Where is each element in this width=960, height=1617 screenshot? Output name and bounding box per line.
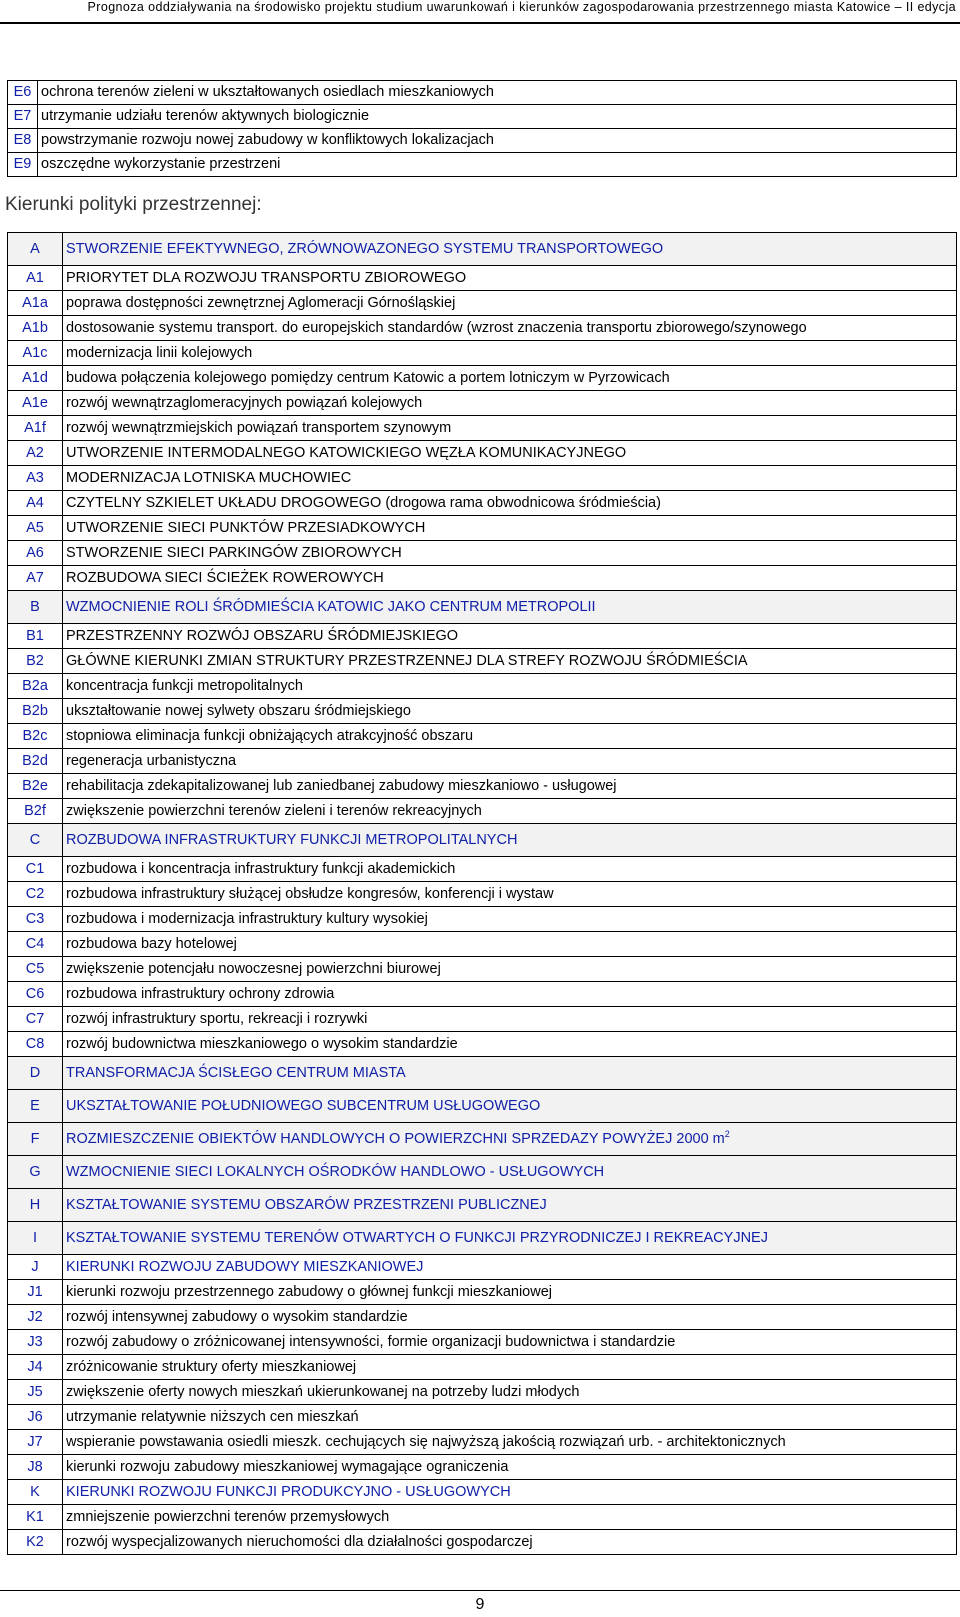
row-code: B2b xyxy=(8,699,63,724)
section-title: Kierunki polityki przestrzennej: xyxy=(5,194,262,215)
row-code: A1f xyxy=(8,416,63,441)
row-text xyxy=(63,1380,957,1405)
row-text xyxy=(63,1255,957,1280)
row-code: E6 xyxy=(8,81,38,105)
row-text-content: dostosowanie systemu transport. do europejskich standardów (wzrost znaczenia transportu zbiorowego/szynowego xyxy=(66,320,807,336)
row-text-content: zwiększenie powierzchni terenów zieleni i terenów rekreacyjnych xyxy=(66,803,482,819)
row-code: I xyxy=(8,1222,63,1255)
row-code: C1 xyxy=(8,857,63,882)
row-code: A1a xyxy=(8,291,63,316)
row-text xyxy=(63,466,957,491)
table-row xyxy=(8,932,957,957)
page-header: Prognoza oddziaływania na środowisko projektu studium uwarunkowań i kierunków zagospodarowania przestrzennego miasta Katowice – II edycja xyxy=(0,0,960,24)
row-text-content: WZMOCNIENIE SIECI LOKALNYCH OŚRODKÓW HANDLOWO - USŁUGOWYCH xyxy=(66,1164,605,1180)
row-text xyxy=(63,749,957,774)
row-text-content: rozbudowa i modernizacja infrastruktury kultury wysokiej xyxy=(66,911,428,927)
row-text: ochrona terenów zieleni w ukształtowanych osiedlach mieszkaniowych xyxy=(38,81,957,105)
row-code: B2e xyxy=(8,774,63,799)
table-row xyxy=(8,366,957,391)
table-row xyxy=(8,291,957,316)
row-text xyxy=(63,799,957,824)
page-number: 9 xyxy=(475,1596,485,1613)
row-text xyxy=(63,624,957,649)
row-code: B xyxy=(8,591,63,624)
row-text xyxy=(63,1057,957,1090)
row-text xyxy=(63,649,957,674)
row-text-content: PRZESTRZENNY ROZWÓJ OBSZARU ŚRÓDMIEJSKIEGO xyxy=(66,628,459,644)
row-text: powstrzymanie rozwoju nowej zabudowy w konfliktowych lokalizacjach xyxy=(38,129,957,153)
row-text xyxy=(63,932,957,957)
main-direction-row xyxy=(8,591,957,624)
superscript: 2 xyxy=(724,1129,730,1139)
table-row xyxy=(8,882,957,907)
row-text-content: MODERNIZACJA LOTNISKA MUCHOWIEC xyxy=(66,470,352,486)
e-table xyxy=(7,80,957,177)
row-code: C7 xyxy=(8,1007,63,1032)
row-text xyxy=(63,391,957,416)
row-code: C2 xyxy=(8,882,63,907)
row-text-content: kierunki rozwoju przestrzennego zabudowy o głównej funkcji mieszkaniowej xyxy=(66,1284,552,1300)
row-code: E9 xyxy=(8,153,38,177)
row-text-content: stopniowa eliminacja funkcji obniżających atrakcyjność obszaru xyxy=(66,728,474,744)
row-code: A3 xyxy=(8,466,63,491)
row-code: C5 xyxy=(8,957,63,982)
row-text xyxy=(63,1156,957,1189)
table-row xyxy=(8,416,957,441)
row-text xyxy=(63,1355,957,1380)
table-row xyxy=(8,491,957,516)
row-text-content: CZYTELNY SZKIELET UKŁADU DROGOWEGO (drogowa rama obwodnicowa śródmieścia) xyxy=(66,495,661,511)
row-text-content: rozwój wewnątrzmiejskich powiązań transportem szynowym xyxy=(66,420,452,436)
row-text xyxy=(63,441,957,466)
row-code: A4 xyxy=(8,491,63,516)
main-direction-row xyxy=(8,1189,957,1222)
table-row xyxy=(8,724,957,749)
table-row xyxy=(8,1405,957,1430)
table-row xyxy=(8,466,957,491)
row-text-content: STWORZENIE SIECI PARKINGÓW ZBIOROWYCH xyxy=(66,545,402,561)
row-text-content: rozwój intensywnej zabudowy o wysokim standardzie xyxy=(66,1309,408,1325)
row-text xyxy=(63,1480,957,1505)
row-text-content: STWORZENIE EFEKTYWNEGO, ZRÓWNOWAZONEGO SYSTEMU TRANSPORTOWEGO xyxy=(66,241,664,257)
row-text-content: rozwój zabudowy o zróżnicowanej intensywności, formie organizacji budownictwa i standardzie xyxy=(66,1334,676,1350)
row-text-content: ukształtowanie nowej sylwety obszaru śródmiejskiego xyxy=(66,703,411,719)
row-text xyxy=(63,1455,957,1480)
row-text-content: koncentracja funkcji metropolitalnych xyxy=(66,678,303,694)
row-code: D xyxy=(8,1057,63,1090)
row-text xyxy=(63,724,957,749)
table-row xyxy=(8,153,957,177)
table-row xyxy=(8,774,957,799)
row-code: J2 xyxy=(8,1305,63,1330)
table-row xyxy=(8,1355,957,1380)
row-text-content: UTWORZENIE INTERMODALNEGO KATOWICKIEGO WĘZŁA KOMUNIKACYJNEGO xyxy=(66,445,627,461)
row-text xyxy=(63,316,957,341)
row-text xyxy=(63,1505,957,1530)
table-row xyxy=(8,1032,957,1057)
row-text-content: rozwój wewnątrzaglomeracyjnych powiązań kolejowych xyxy=(66,395,423,411)
row-code: E8 xyxy=(8,129,38,153)
table-row xyxy=(8,1430,957,1455)
row-code: J5 xyxy=(8,1380,63,1405)
row-text xyxy=(63,566,957,591)
row-text xyxy=(63,541,957,566)
row-code: A1 xyxy=(8,266,63,291)
table-row xyxy=(8,982,957,1007)
row-code: A xyxy=(8,233,63,266)
row-text xyxy=(63,1123,957,1156)
row-text xyxy=(63,366,957,391)
table-row xyxy=(8,674,957,699)
row-text xyxy=(63,416,957,441)
row-text xyxy=(63,1405,957,1430)
table-row xyxy=(8,1330,957,1355)
table-row xyxy=(8,105,957,129)
table-row xyxy=(8,516,957,541)
row-code: K2 xyxy=(8,1530,63,1555)
row-text xyxy=(63,674,957,699)
row-text-content: ROZMIESZCZENIE OBIEKTÓW HANDLOWYCH O POWIERZCHNI SPRZEDAZY POWYŻEJ 2000 m xyxy=(66,1131,725,1147)
row-text-content: wspieranie powstawania osiedli mieszk. cechujących się najwyższą jakością rozwiązań urb. - architektonicznych xyxy=(66,1434,786,1450)
row-code: C4 xyxy=(8,932,63,957)
main-direction-row xyxy=(8,1090,957,1123)
row-text xyxy=(63,1007,957,1032)
row-text xyxy=(63,699,957,724)
row-code: A1d xyxy=(8,366,63,391)
row-text-content: KSZTAŁTOWANIE SYSTEMU OBSZARÓW PRZESTRZENI PUBLICZNEJ xyxy=(66,1197,547,1213)
row-text xyxy=(63,907,957,932)
row-text xyxy=(63,1090,957,1123)
row-code: B2f xyxy=(8,799,63,824)
row-text-content: UTWORZENIE SIECI PUNKTÓW PRZESIADKOWYCH xyxy=(66,520,426,536)
row-code: B2a xyxy=(8,674,63,699)
directions-table xyxy=(7,232,957,1555)
row-code: K xyxy=(8,1480,63,1505)
table-row xyxy=(8,129,957,153)
row-code: C6 xyxy=(8,982,63,1007)
row-text-content: zróżnicowanie struktury oferty mieszkaniowej xyxy=(66,1359,357,1375)
row-code: C3 xyxy=(8,907,63,932)
row-code: A1b xyxy=(8,316,63,341)
row-code: B2c xyxy=(8,724,63,749)
table-row xyxy=(8,907,957,932)
row-text xyxy=(63,957,957,982)
row-code: H xyxy=(8,1189,63,1222)
row-text-content: UKSZTAŁTOWANIE POŁUDNIOWEGO SUBCENTRUM USŁUGOWEGO xyxy=(66,1098,541,1114)
table-row xyxy=(8,1380,957,1405)
row-code: J6 xyxy=(8,1405,63,1430)
table-row xyxy=(8,957,957,982)
row-code: A6 xyxy=(8,541,63,566)
row-text-content: zwiększenie oferty nowych mieszkań ukierunkowanej na potrzeby ludzi młodych xyxy=(66,1384,580,1400)
table-row xyxy=(8,81,957,105)
main-direction-row xyxy=(8,1123,957,1156)
table-row xyxy=(8,441,957,466)
row-code: C8 xyxy=(8,1032,63,1057)
row-text-content: KIERUNKI ROZWOJU FUNKCJI PRODUKCYJNO - USŁUGOWYCH xyxy=(66,1484,511,1500)
row-text-content: rozbudowa infrastruktury ochrony zdrowia xyxy=(66,986,335,1002)
row-code: A5 xyxy=(8,516,63,541)
table-row xyxy=(8,799,957,824)
row-code: J3 xyxy=(8,1330,63,1355)
row-text xyxy=(63,774,957,799)
table-row xyxy=(8,341,957,366)
row-text xyxy=(63,591,957,624)
main-direction-row xyxy=(8,824,957,857)
row-code: J7 xyxy=(8,1430,63,1455)
row-text xyxy=(63,233,957,266)
main-direction-row xyxy=(8,1222,957,1255)
main-direction-row xyxy=(8,1255,957,1280)
row-text xyxy=(63,982,957,1007)
row-text-content: rozbudowa infrastruktury służącej obsłudze kongresów, konferencji i wystaw xyxy=(66,886,554,902)
table-row xyxy=(8,699,957,724)
table-row xyxy=(8,1455,957,1480)
table-row xyxy=(8,266,957,291)
table-row xyxy=(8,749,957,774)
table-row xyxy=(8,316,957,341)
row-text xyxy=(63,1305,957,1330)
row-text xyxy=(63,341,957,366)
table-row xyxy=(8,1280,957,1305)
row-code: B2 xyxy=(8,649,63,674)
row-code: K1 xyxy=(8,1505,63,1530)
row-code: B1 xyxy=(8,624,63,649)
table-row xyxy=(8,1305,957,1330)
row-text-content: utrzymanie relatywnie niższych cen mieszkań xyxy=(66,1409,359,1425)
row-text-content: rozbudowa i koncentracja infrastruktury funkcji akademickich xyxy=(66,861,456,877)
row-text xyxy=(63,824,957,857)
row-text xyxy=(63,266,957,291)
main-direction-row xyxy=(8,1480,957,1505)
row-text xyxy=(63,1032,957,1057)
row-text-content: KIERUNKI ROZWOJU ZABUDOWY MIESZKANIOWEJ xyxy=(66,1259,424,1275)
row-text-content: modernizacja linii kolejowych xyxy=(66,345,253,361)
row-code: B2d xyxy=(8,749,63,774)
row-text-content: zmniejszenie powierzchni terenów przemysłowych xyxy=(66,1509,390,1525)
table-row xyxy=(8,649,957,674)
row-text xyxy=(63,882,957,907)
table-row xyxy=(8,1505,957,1530)
row-text-content: budowa połączenia kolejowego pomiędzy centrum Katowic a portem lotniczym w Pyrzowicach xyxy=(66,370,670,386)
row-text: oszczędne wykorzystanie przestrzeni xyxy=(38,153,957,177)
row-text xyxy=(63,1280,957,1305)
row-text-content: regeneracja urbanistyczna xyxy=(66,753,237,769)
row-text xyxy=(63,491,957,516)
row-text xyxy=(63,857,957,882)
row-text-content: ROZBUDOWA SIECI ŚCIEŻEK ROWEROWYCH xyxy=(66,570,384,586)
row-text xyxy=(63,1330,957,1355)
row-code: G xyxy=(8,1156,63,1189)
row-text xyxy=(63,1430,957,1455)
table-row xyxy=(8,624,957,649)
row-text-content: poprawa dostępności zewnętrznej Aglomeracji Górnośląskiej xyxy=(66,295,456,311)
row-code: A7 xyxy=(8,566,63,591)
row-code: J8 xyxy=(8,1455,63,1480)
footer-divider xyxy=(0,1590,960,1591)
table-row xyxy=(8,1530,957,1555)
row-text-content: WZMOCNIENIE ROLI ŚRÓDMIEŚCIA KATOWIC JAKO CENTRUM METROPOLII xyxy=(66,599,596,615)
row-text-content: PRIORYTET DLA ROZWOJU TRANSPORTU ZBIOROWEGO xyxy=(66,270,467,286)
row-code: E xyxy=(8,1090,63,1123)
row-text-content: rozbudowa bazy hotelowej xyxy=(66,936,237,952)
row-text-content: TRANSFORMACJA ŚCISŁEGO CENTRUM MIASTA xyxy=(66,1065,406,1081)
table-row xyxy=(8,541,957,566)
row-text xyxy=(63,291,957,316)
main-direction-row xyxy=(8,1057,957,1090)
row-text-content: zwiększenie potencjału nowoczesnej powierzchni biurowej xyxy=(66,961,441,977)
row-text xyxy=(63,1530,957,1555)
row-text xyxy=(63,1222,957,1255)
main-direction-row xyxy=(8,1156,957,1189)
row-code: F xyxy=(8,1123,63,1156)
table-row xyxy=(8,1007,957,1032)
row-text-content: rehabilitacja zdekapitalizowanej lub zaniedbanej zabudowy mieszkaniowo - usługowej xyxy=(66,778,617,794)
row-text-content: KSZTAŁTOWANIE SYSTEMU TERENÓW OTWARTYCH O FUNKCJI PRZYRODNICZEJ I REKREACYJNEJ xyxy=(66,1230,768,1246)
row-text-content: ROZBUDOWA INFRASTRUKTURY FUNKCJI METROPOLITALNYCH xyxy=(66,832,518,848)
row-code: A2 xyxy=(8,441,63,466)
table-row xyxy=(8,566,957,591)
row-code: J1 xyxy=(8,1280,63,1305)
row-text-content: rozwój infrastruktury sportu, rekreacji i rozrywki xyxy=(66,1011,368,1027)
row-text xyxy=(63,1189,957,1222)
row-code: J4 xyxy=(8,1355,63,1380)
row-code: A1e xyxy=(8,391,63,416)
row-text xyxy=(63,516,957,541)
row-text-content: rozwój budownictwa mieszkaniowego o wysokim standardzie xyxy=(66,1036,458,1052)
main-direction-row xyxy=(8,233,957,266)
row-text-content: GŁÓWNE KIERUNKI ZMIAN STRUKTURY PRZESTRZENNEJ DLA STREFY ROZWOJU ŚRÓDMIEŚCIA xyxy=(66,653,748,669)
row-code: E7 xyxy=(8,105,38,129)
row-text: utrzymanie udziału terenów aktywnych biologicznie xyxy=(38,105,957,129)
row-text-content: rozwój wyspecjalizowanych nieruchomości dla działalności gospodarczej xyxy=(66,1534,533,1550)
row-text-content: kierunki rozwoju zabudowy mieszkaniowej wymagające ograniczenia xyxy=(66,1459,509,1475)
row-code: J xyxy=(8,1255,63,1280)
table-row xyxy=(8,857,957,882)
row-code: A1c xyxy=(8,341,63,366)
table-row xyxy=(8,391,957,416)
row-code: C xyxy=(8,824,63,857)
